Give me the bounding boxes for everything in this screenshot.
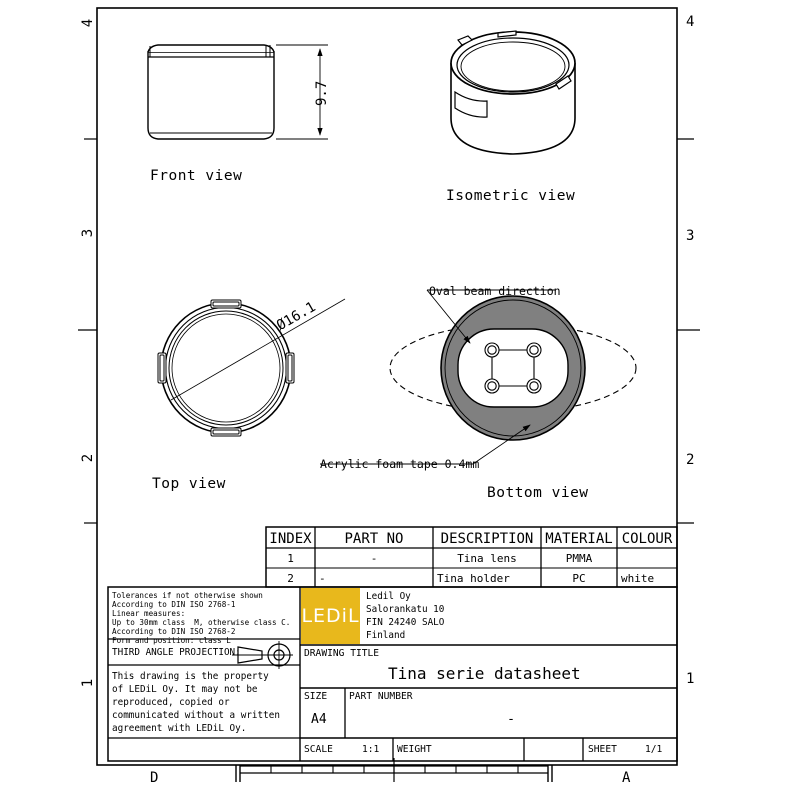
acrylic-tape-annotation: Acrylic foam tape 0.4mm [320, 457, 480, 471]
table-header-material: MATERIAL [545, 531, 613, 547]
zone-right-1: 1 [686, 671, 695, 687]
zone-left-1: 1 [80, 678, 96, 688]
sheet-label: SHEET [588, 744, 617, 755]
disclaimer-line-4: communicated without a written [112, 710, 280, 721]
zone-right-3: 3 [686, 228, 695, 244]
table-header-index: INDEX [269, 531, 312, 547]
weight-label: WEIGHT [397, 744, 432, 755]
company-city: FIN 24240 SALO [366, 617, 445, 628]
table-row-2-part-no: - [319, 572, 326, 585]
zone-bottom-d: D [150, 770, 159, 786]
zone-left-2: 2 [80, 453, 96, 463]
scale-value: 1:1 [362, 744, 380, 755]
table-row-2-material: PC [572, 572, 586, 585]
bottom-view-label: Bottom view [487, 485, 589, 501]
table-header-description: DESCRIPTION [440, 531, 534, 547]
height-dimension-value: 9.7 [314, 80, 330, 106]
front-view-geometry [148, 45, 274, 139]
drawing-title-value: Tina serie datasheet [388, 664, 581, 683]
top-view-label: Top view [152, 476, 226, 492]
isometric-view-geometry [451, 32, 575, 154]
isometric-view-label: Isometric view [446, 188, 576, 204]
part-number-label: PART NUMBER [349, 691, 413, 702]
table-row-1-part-no: - [370, 552, 378, 565]
diameter-dimension-value: Ø16.1 [274, 299, 319, 334]
zone-left-4: 4 [80, 18, 96, 28]
company-country: Finland [366, 630, 406, 641]
company-street: Salorankatu 10 [366, 604, 445, 615]
disclaimer-line-1: This drawing is the property [112, 671, 269, 682]
disclaimer-line-5: agreement with LEDiL Oy. [112, 723, 247, 734]
disclaimer-line-3: reproduced, copied or [112, 697, 230, 708]
ledil-logo [301, 588, 360, 644]
table-row-1-material: PMMA [565, 552, 593, 565]
drawing-title-label: DRAWING TITLE [304, 648, 380, 659]
table-row-2-index: 2 [287, 572, 294, 585]
size-label: SIZE [304, 691, 328, 702]
oval-beam-annotation: Oval beam direction [429, 284, 561, 298]
table-header-colour: COLOUR [621, 531, 673, 547]
table-header-part-no: PART NO [344, 531, 404, 547]
tolerances-line-5: According to DIN ISO 2768-2 [112, 627, 236, 636]
zone-left-3: 3 [80, 228, 96, 238]
zone-bottom-a: A [622, 770, 631, 786]
tolerances-line-3: Linear measures: [112, 609, 186, 618]
bottom-view-geometry [390, 296, 636, 440]
table-row-1-description: Tina lens [457, 552, 517, 565]
tolerances-line-1: Tolerances if not otherwise shown [112, 591, 263, 600]
zone-right-2: 2 [686, 452, 695, 468]
tolerances-line-4: Up to 30mm class M, otherwise class C. [112, 618, 291, 627]
part-number-value: - [507, 712, 515, 727]
zone-right-4: 4 [686, 14, 695, 30]
company-name: Ledil Oy [366, 591, 411, 602]
ledil-logo-text: LEDiL [301, 605, 360, 627]
front-view-label: Front view [150, 168, 243, 184]
table-row-2-description: Tina holder [437, 572, 510, 585]
third-angle-projection-label: THIRD ANGLE PROJECTION: [112, 647, 241, 658]
size-value: A4 [311, 712, 327, 727]
disclaimer-line-2: of LEDiL Oy. It may not be [112, 684, 258, 695]
tolerances-line-2: According to DIN ISO 2768-1 [112, 600, 236, 609]
sheet-value: 1/1 [645, 744, 663, 755]
table-row-2-colour: white [621, 572, 655, 585]
scale-label: SCALE [304, 744, 333, 755]
tolerances-line-6: Form and position: class L [112, 636, 231, 645]
table-row-1-index: 1 [287, 552, 294, 565]
